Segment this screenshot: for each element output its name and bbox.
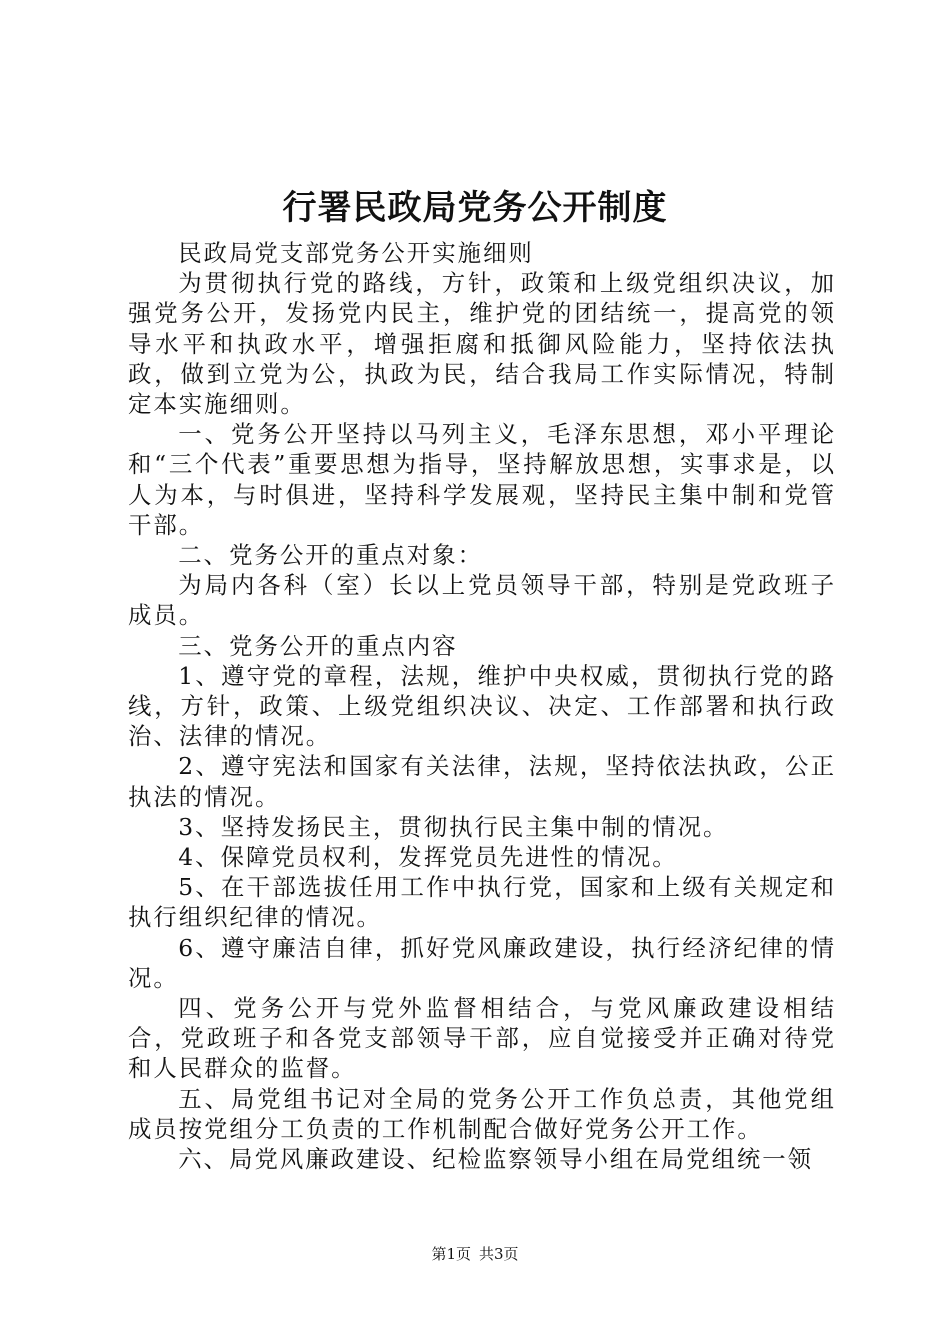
paragraph-two-detail: 为局内各科（室）长以上党员领导干部，特别是党政班子成员。 <box>128 571 836 630</box>
page-count: 共3页 <box>479 1245 519 1263</box>
document-body <box>128 238 836 1174</box>
paragraph-five: 五、局党组书记对全局的党务公开工作负总责，其他党组成员按党组分工负责的工作机制配合做好党务公开工作。 <box>128 1084 836 1143</box>
page-number: 第1页 <box>431 1245 471 1263</box>
section-heading: 民政局党支部党务公开实施细则 <box>178 239 534 267</box>
list-item-6: 6、遵守廉洁自律，抓好党风廉政建设，执行经济纪律的情况。 <box>128 933 836 992</box>
paragraph-three: 三、党务公开的重点内容 <box>178 631 458 660</box>
document-title: 行署民政局党务公开制度 <box>282 188 668 228</box>
list-item-4: 4、保障党员权利，发挥党员先进性的情况。 <box>178 843 678 872</box>
page-footer <box>0 1244 950 1264</box>
paragraph-six: 六、局党风廉政建设、纪检监察领导小组在局党组统一领 <box>178 1145 814 1174</box>
paragraph-one: 一、党务公开坚持以马列主义，毛泽东思想，邓小平理论和“三个代表”重要思想为指导，坚持解放思想，实事求是，以人为本，与时俱进，坚持科学发展观，坚持民主集中制和党管干部。 <box>128 420 836 539</box>
paragraph-intro: 为贯彻执行党的路线，方针，政策和上级党组织决议，加强党务公开，发扬党内民主，维护党的团结统一，提高党的领导水平和执政水平，增强拒腐和抵御风险能力，坚持依法执政，做到立党为公，执政为民，结合我局工作实际情况，特制定本实施细则。 <box>128 269 836 419</box>
list-item-3: 3、坚持发扬民主，贯彻执行民主集中制的情况。 <box>178 812 729 841</box>
paragraph-two: 二、党务公开的重点对象： <box>178 541 483 570</box>
paragraph-four: 四、党务公开与党外监督相结合，与党风廉政建设相结合，党政班子和各党支部领导干部，应自觉接受并正确对待党和人民群众的监督。 <box>128 994 836 1083</box>
list-item-1: 1、遵守党的章程，法规，维护中央权威，贯彻执行党的路线，方针，政策、上级党组织决议、决定、工作部署和执行政治、法律的情况。 <box>128 661 836 751</box>
list-item-5: 5、在干部选拔任用工作中执行党，国家和上级有关规定和执行组织纪律的情况。 <box>128 873 836 932</box>
list-item-2: 2、遵守宪法和国家有关法律，法规，坚持依法执政，公正执法的情况。 <box>128 752 836 811</box>
